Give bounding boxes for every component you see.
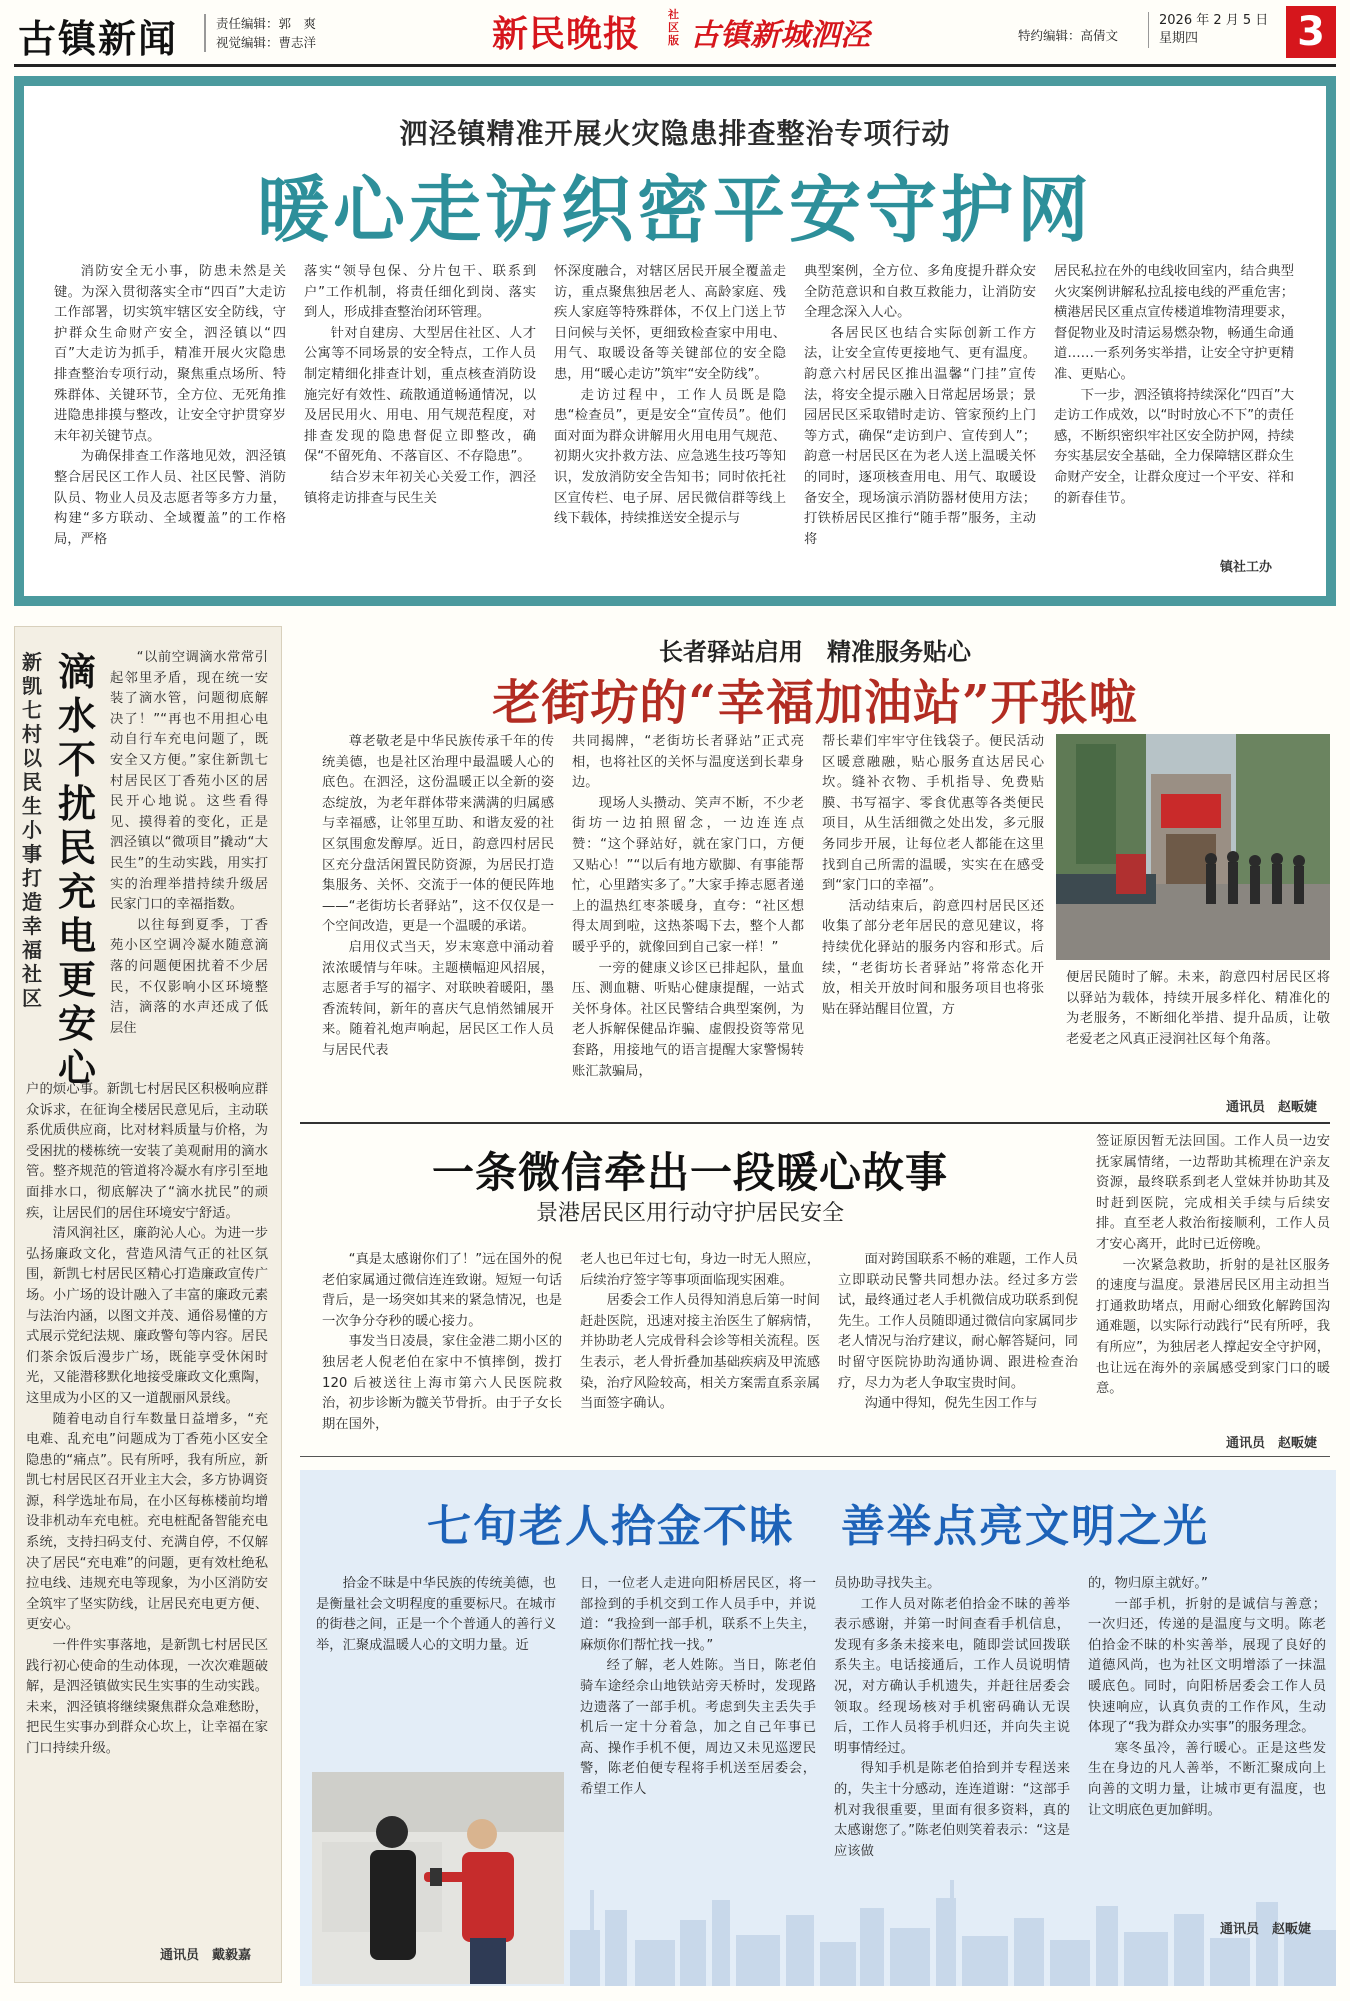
edition-name: 古镇新城泗泾 bbox=[690, 18, 870, 53]
paragraph: 老人也已年过七旬，身边一时无人照应，后续治疗签字等事项面临现实困难。 bbox=[580, 1252, 820, 1288]
story-wechat-byline: 通讯员 赵畈婕 bbox=[1226, 1436, 1318, 1451]
paragraph: 员协助寻找失主。 bbox=[834, 1576, 941, 1591]
section-divider bbox=[300, 1122, 1330, 1124]
paragraph: 事发当日凌晨，家住金港二期小区的独居老人倪老伯在家中不慎摔倒，拨打 120 后被送往上海市第六人民医院救治，初步诊断为髋关节骨折。由于子女长期在国外， bbox=[322, 1334, 562, 1432]
section-divider bbox=[300, 1456, 1330, 1457]
paragraph: “以前空调滴水常常引起邻里矛盾，现在统一安装了滴水管，问题彻底解决了！”“再也不用担心电动自行车充电问题了，既安全又方便。”家住新凯七村居民区丁香苑小区的居民开心地说。这些看得见、摸得着的变化，正是泗泾镇以“微项目”撬动“大民生”的生动实践，用实打实的治理举措持续升级居民家门口的幸福指数。 bbox=[110, 650, 268, 913]
issue-date: 2026 年 2 月 5 日 bbox=[1159, 13, 1269, 28]
photo-elder-station-illustration bbox=[1056, 734, 1330, 960]
paragraph: 随着电动自行车数量日益增多，“充电难、乱充电”问题成为丁香苑小区安全隐患的“痛点”。民有所呼，我有所应，新凯七村居民区召开业主大会，多方协调资源，科学选址布局，在小区每栋楼前均增设非机动车充电桩。充电桩配备智能充电系统，支持扫码支付、充满自停，不仅解决了居民“充电难”的问题，更有效杜绝私拉电线、违规充电等现象，为小区消防安全筑牢了坚实防线，让居民充电更方便、更安心。 bbox=[26, 1411, 268, 1633]
paragraph: 得知手机是陈老伯拾到并专程送来的，失主十分感动，连连道谢：“这部手机对我很重要，里面有很多资料，真的太感谢您了。”陈老伯则笑着表示：“这是应该做 bbox=[834, 1761, 1070, 1859]
story-elder-station-byline: 通讯员 赵畈婕 bbox=[1226, 1100, 1318, 1115]
paragraph: 沟通中得知，倪先生因工作与 bbox=[864, 1396, 1038, 1412]
photo-lost-phone-illustration bbox=[312, 1772, 564, 1984]
paragraph: 户的烦心事。新凯七村居民区积极响应群众诉求，在征询全楼居民意见后，主动联系优质供应商，比对材料质量与价格，为受困扰的楼栋统一安装了美观耐用的滴水管。整齐规范的管道将冷凝水有序引至地面排水口，彻底解决了“滴水扰民”的顽疾，让居民们的居住环境安宁舒适。 bbox=[26, 1082, 268, 1221]
paragraph: “真是太感谢你们了！”远在国外的倪老伯家属通过微信连连致谢。短短一句话背后，是一场突如其来的紧急情况，也是一次争分夺秒的暖心接力。 bbox=[322, 1252, 562, 1329]
photo-elder-station-opening bbox=[1056, 734, 1330, 960]
paragraph: 一次紧急救助，折射的是社区服务的速度与温度。景港居民区用主动担当打通救助堵点，用耐心细致化解跨国沟通难题，以实际行动践行“民有所呼，我有所应”，为独居老人撑起安全守护网，也让远在海外的亲属感受到家门口的暖意。 bbox=[1096, 1257, 1330, 1397]
paragraph: 签证原因暂无法回国。工作人员一边安抚家属情绪，一边帮助其梳理在沪亲友资源，最终联系到老人堂妹并协助其及时赶到医院，完成相关手续与后续安排。直至老人救治衔接顺利，工作人员才安心离开，此时已近傍晚。 bbox=[1096, 1134, 1330, 1252]
story-lost-phone-column bbox=[316, 1574, 556, 1762]
story-fire-safety-column bbox=[1054, 262, 1294, 552]
paragraph: 启用仪式当天，岁末寒意中涌动着浓浓暖情与年味。主题横幅迎风招展，志愿者手写的福字、对联映着暖阳，墨香流转间，新年的喜庆气息悄然铺展开来。随着礼炮声响起，居民区工作人员与居民代表 bbox=[322, 939, 554, 1058]
paragraph: 活动结束后，韵意四村居民区还收集了部分老年居民的意见建议，将持续优化驿站的服务内容和形式。后续，“老街坊长者驿站”将常态化开放，相关开放时间和服务项目也将张贴在驿站醒目位置，方 bbox=[822, 898, 1044, 1017]
masthead-rule bbox=[14, 64, 1336, 67]
visual-editor: 视觉编辑：曹志洋 bbox=[216, 35, 317, 50]
story-lost-phone-byline: 通讯员 赵畈婕 bbox=[1220, 1922, 1312, 1937]
paragraph: 典型案例，全方位、多角度提升群众安全防范意识和自救互救能力，让消防安全理念深入人心。 bbox=[804, 264, 1036, 321]
story-elder-station-column bbox=[822, 732, 1044, 1104]
story-elder-station-column bbox=[1066, 968, 1330, 1092]
paragraph: 便居民随时了解。未来，韵意四村居民区将以驿站为载体，持续开展多样化、精准化的为老服务，不断细化举措、提升品质，让敬老爱老之风真正浸润社区每个角落。 bbox=[1066, 970, 1330, 1047]
paragraph: 结合岁末年初关心关爱工作，泗泾镇将走访排查与民生关 bbox=[304, 469, 536, 506]
story-drip-charging-subtitle: 新凯七村以民生小事打造幸福社区 bbox=[22, 650, 42, 1010]
story-fire-safety-column bbox=[304, 262, 536, 572]
issue-weekday: 星期四 bbox=[1159, 31, 1199, 46]
story-wechat-column bbox=[1096, 1132, 1330, 1428]
story-lost-phone-title: 七旬老人拾金不昧 善举点亮文明之光 bbox=[427, 1501, 1209, 1552]
story-fire-safety-byline: 镇社工办 bbox=[1220, 560, 1273, 575]
paragraph: 居委会工作人员得知消息后第一时间赶赴医院，迅速对接主治医生了解病情，并协助老人完成骨科会诊等相关流程。医生表示，老人骨折叠加基础疾病及甲流感染，治疗风险较高，相关方案需直系亲属当面签字确认。 bbox=[580, 1293, 820, 1412]
paragraph: 以往每到夏季，丁香苑小区空调冷凝水随意滴落的问题便困扰着不少居民，不仅影响小区环境整洁，滴落的水声还成了低层住 bbox=[110, 917, 268, 1036]
paragraph: 的，物归原主就好。” bbox=[1088, 1576, 1208, 1591]
paragraph: 现场人头攒动、笑声不断，不少老街坊一边拍照留念，一边连连点赞：“这个驿站好，就在家门口，方便又贴心！”“以后有地方歇脚、有事能帮忙，心里踏实多了。”大家手捧志愿者递上的温热红枣茶暖身，直夸：“社区想得太周到啦，这热茶喝下去，整个人都暖乎乎的，就像回到自己家一样！” bbox=[572, 795, 804, 955]
paragraph: 日，一位老人走进向阳桥居民区，将一部捡到的手机交到工作人员手中，并说道：“我捡到一部手机，联系不上失主，麻烦你们帮忙找一找。” bbox=[580, 1576, 816, 1653]
story-drip-charging-column bbox=[110, 648, 268, 1072]
story-wechat-column bbox=[580, 1250, 820, 1450]
story-drip-charging-title: 滴水不扰民 充电更安心 bbox=[58, 649, 97, 1090]
masthead bbox=[0, 0, 1350, 64]
story-elder-station-column bbox=[322, 732, 554, 1104]
paragraph: 一件件实事落地，是新凯七村居民区践行初心使命的生动体现，一次次难题破解，是泗泾镇做实民生实事的生动实践。未来，泗泾镇将继续聚焦群众急难愁盼，把民生实事办到群众心坎上，让幸福在家门口持续升级。 bbox=[26, 1638, 268, 1756]
date-block bbox=[1148, 12, 1268, 48]
paragraph: 消防安全无小事，防患未然是关键。为深入贯彻落实全市“四百”大走访工作部署，切实筑牢辖区安全防线，守护群众生命财产安全，泗泾镇以“四百”大走访为抓手，精准开展火灾隐患排查整治专项行动，聚焦重点场所、特殊群体、关键环节，全方位、无死角推进隐患排摸与整改，让安全守护贯穿岁末年初关键节点。 bbox=[54, 264, 286, 444]
paragraph: 经了解，老人姓陈。当日，陈老伯骑车途经佘山地铁站旁天桥时，发现路边遗落了一部手机。考虑到失主丢失手机后一定十分着急，加之自己年事已高、操作手机不便，周边又未见巡逻民警，陈老伯便专程将手机送至居委会，希望工作人 bbox=[580, 1658, 816, 1797]
story-fire-safety-column bbox=[554, 262, 786, 572]
story-drip-charging-byline: 通讯员 戴毅嘉 bbox=[160, 1948, 252, 1963]
story-drip-charging-column bbox=[26, 1080, 268, 1922]
paragraph: 一部手机，折射的是诚信与善意；一次归还，传递的是温度与文明。陈老伯拾金不昧的朴实善举，展现了良好的道德风尚，也为社区文明增添了一抹温暖底色。同时，向阳桥居委会工作人员快速响应，认真负责的工作作风，生动体现了“我为群众办实事”的服务理念。 bbox=[1088, 1596, 1326, 1736]
paragraph: 居民私拉在外的电线收回室内，结合典型火灾案例讲解私拉乱接电线的严重危害；横港居民区重点宣传楼道堆物清理要求，督促物业及时清运易燃杂物，畅通生命通道……一系列务实举措，让安全守护更精准、更贴心。 bbox=[1054, 264, 1294, 382]
photo-lost-phone-handover bbox=[312, 1772, 564, 1984]
paragraph: 面对跨国联系不畅的难题，工作人员立即联动民警共同想办法。经过多方尝试，最终通过老人手机微信成功联系到倪先生。工作人员随即通过微信向家属同步老人情况与治疗建议，耐心解答疑问，同时留守医院协助沟通协调、跟进检查治疗，尽力为老人争取宝贵时间。 bbox=[838, 1252, 1078, 1391]
paragraph: 针对自建房、大型居住社区、人才公寓等不同场景的安全特点，工作人员制定精细化排查计划，重点核查消防设施完好有效性、疏散通道畅通情况，以及居民用火、用电、用气规范程度，对排查发现的隐患督促立即整改，确保“不留死角、不落盲区、不存隐患”。 bbox=[304, 325, 536, 465]
story-lost-phone-column bbox=[1088, 1574, 1326, 1918]
story-lost-phone-column bbox=[834, 1574, 1070, 1938]
story-wechat-subtitle: 景港居民区用行动守护居民安全 bbox=[535, 1201, 844, 1226]
story-fire-safety-column bbox=[54, 262, 286, 572]
special-editor: 特约编辑：高倩文 bbox=[1018, 28, 1119, 43]
editor-credits bbox=[204, 14, 316, 52]
paragraph: 一旁的健康义诊区已排起队，量血压、测血糖、听贴心健康提醒，一站式关怀身体。社区民警结合典型案例，为老人拆解保健品诈骗、虚假投资等常见套路，用接地气的语言提醒大家警惕转账汇款骗局， bbox=[572, 960, 804, 1079]
story-wechat-column bbox=[322, 1250, 562, 1450]
paragraph: 工作人员对陈老伯拾金不昧的善举表示感谢，并第一时间查看手机信息，发现有多条未接来电，随即尝试回拨联系失主。电话接通后，工作人员说明情况，对方确认手机遗失，并赶往居委会领取。经现场核对手机密码确认无误后，工作人员将手机归还，并向失主说明事情经过。 bbox=[834, 1596, 1070, 1756]
paragraph: 寒冬虽冷，善行暖心。正是这些发生在身边的凡人善举，不断汇聚成向上向善的文明力量，让城市更有温度，也让文明底色更加鲜明。 bbox=[1088, 1740, 1326, 1818]
paragraph: 拾金不昧是中华民族的传统美德，也是衡量社会文明程度的重要标尺。在城市的街巷之间，正是一个个普通人的善行义举，汇聚成温暖人心的文明力量。近 bbox=[316, 1576, 556, 1653]
paragraph: 落实“领导包保、分片包干、联系到户”工作机制，将责任细化到岗、落实到人，形成排查整治闭环管理。 bbox=[304, 264, 536, 321]
story-elder-station-kicker: 长者驿站启用 精准服务贴心 bbox=[659, 637, 971, 666]
paragraph: 帮长辈们牢牢守住钱袋子。便民活动区暖意融融，贴心服务直达居民心坎。缝补衣物、手机指导、免费贴膜、书写福字、零食优惠等各类便民项目，从生活细微之处出发，多元服务同步开展，让每位老人都能在这里找到自己所需的温暖，实实在在感受到“家门口的幸福”。 bbox=[822, 734, 1044, 894]
story-elder-station-title: 老街坊的“幸福加油站”开张啦 bbox=[492, 675, 1138, 731]
paper-name-logo: 新民晚报 bbox=[492, 13, 641, 55]
paragraph: 怀深度融合，对辖区居民开展全覆盖走访，重点聚焦独居老人、高龄家庭、残疾人家庭等特殊群体，不仅上门送上节日问候与关怀，更细致检查家中用电、用气、取暖设备等关键部位的安全隐患，用“暖心走访”筑牢“安全防线”。 bbox=[554, 264, 786, 382]
story-elder-station-column bbox=[572, 732, 804, 1104]
paragraph: 各居民区也结合实际创新工作方法，让安全宣传更接地气、更有温度。韵意六村居民区推出温馨“门挂”宣传法，将安全提示融入日常起居场景；景园居民区采取错时走访、管家预约上门等方式，确保“走访到户、宣传到人”；韵意一村居民区在为老人送上温暖关怀的同时，逐项核查用电、用气、取暖设备安全，现场演示消防器材使用方法；打铁桥居民区推行“随手帮”服务，主动将 bbox=[804, 325, 1036, 547]
page-number-badge: 3 bbox=[1286, 6, 1336, 58]
section-name: 古镇新闻 bbox=[18, 16, 179, 61]
paragraph: 共同揭牌，“老街坊长者驿站”正式亮相，也将社区的关怀与温度送到长辈身边。 bbox=[572, 734, 804, 791]
paragraph: 走访过程中，工作人员既是隐患“检查员”，更是安全“宣传员”。他们面对面为群众讲解用火用电用气规范、初期火灾扑救方法、应急逃生技巧等知识，发放消防安全告知书；同时依托社区宣传栏、电子屏、居民微信群等线上线下载体，持续推送安全提示与 bbox=[554, 387, 786, 527]
paragraph: 清风润社区，廉韵沁人心。为进一步弘扬廉政文化，营造风清气正的社区氛围，新凯七村居民区精心打造廉政宣传广场。小广场的设计融入了丰富的廉政元素与法治内涵，以图文并茂、通俗易懂的方式展示党纪法规、廉政警句等内容。居民们茶余饭后漫步广场，既能享受休闲时光，又能潜移默化地接受廉政文化熏陶，这里成为小区的又一道靓丽风景线。 bbox=[26, 1226, 268, 1406]
paragraph: 尊老敬老是中华民族传承千年的传统美德，也是社区治理中最温暖人心的底色。在泗泾，这份温暖正以全新的姿态绽放，为老年群体带来满满的归属感与幸福感，让邻里互助、和谐友爱的社区氛围愈发醇厚。近日，韵意四村居民区充分盘活闲置民防资源，为居民打造集服务、关怀、交流于一体的便民阵地——“老街坊长者驿站”，这不仅仅是一个空间改造，更是一个温暖的承诺。 bbox=[322, 734, 554, 935]
story-lost-phone-column bbox=[580, 1574, 816, 1938]
editor-in-charge: 责任编辑：郭 爽 bbox=[216, 16, 317, 31]
story-wechat-column bbox=[838, 1250, 1078, 1450]
edition-tag: 社区版 bbox=[668, 8, 679, 47]
paragraph: 为确保排查工作落地见效，泗泾镇整合居民区工作人员、社区民警、消防队员、物业人员及志愿者等多方力量，构建“多方联动、全域覆盖”的工作格局，严格 bbox=[54, 449, 286, 547]
paragraph: 下一步，泗泾镇将持续深化“四百”大走访工作成效，以“时时放心不下”的责任感，不断织密织牢社区安全防护网，持续夯实基层安全基础，全力保障辖区群众生命财产安全，让群众度过一个平安、祥和的新春佳节。 bbox=[1054, 387, 1294, 506]
story-wechat-title: 一条微信牵出一段暖心故事 bbox=[431, 1148, 948, 1197]
story-fire-safety-column bbox=[804, 262, 1036, 572]
story-fire-safety-kicker: 泗泾镇精准开展火灾隐患排查整治专项行动 bbox=[399, 117, 951, 150]
story-fire-safety-title: 暖心走访织密平安守护网 bbox=[256, 168, 1093, 252]
